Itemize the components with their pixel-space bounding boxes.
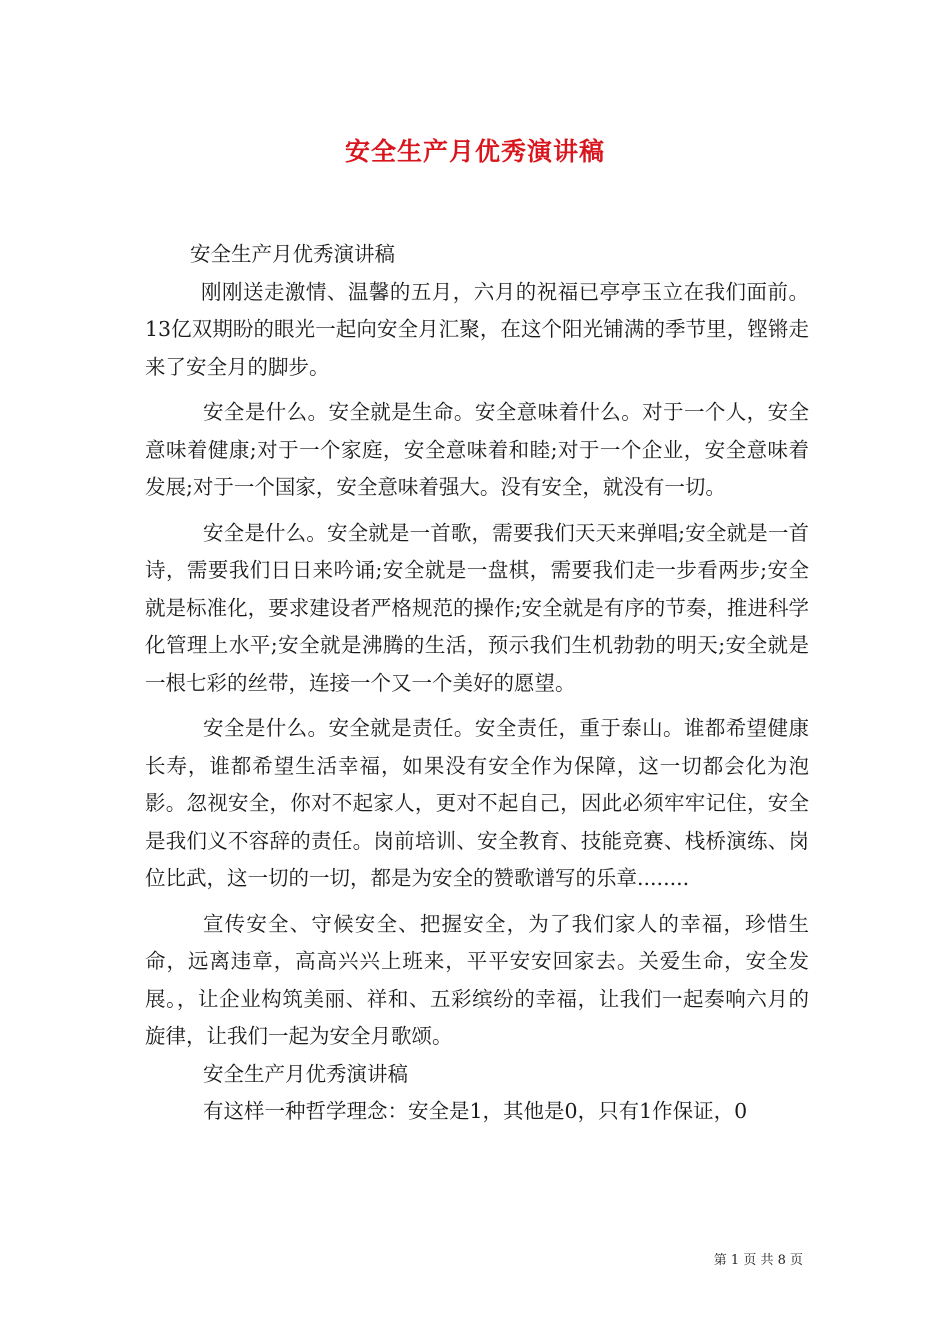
body-paragraph: 安全是什么。安全就是一首歌，需要我们天天来弹唱;安全就是一首诗，需要我们日日来吟诵;安全就是一盘棋，需要我们走一步看两步;安全就是标准化，要求建设者严格规范的操作;安全就是有序的节奏，推进科学化管理上水平;安全就是沸腾的生活，预示我们生机勃勃的明天;安全就是一根七彩的丝带，连接一个又一个美好的愿望。 — [145, 520, 809, 695]
document-body — [145, 236, 809, 1131]
body-paragraph: 安全是什么。安全就是生命。安全意味着什么。对于一个人，安全意味着健康;对于一个家庭，安全意味着和睦;对于一个企业，安全意味着发展;对于一个国家，安全意味着强大。没有安全，就没有一切。 — [145, 400, 809, 499]
section-heading: 安全生产月优秀演讲稿 — [203, 1061, 408, 1086]
document-title: 安全生产月优秀演讲稿 — [344, 137, 605, 166]
section-heading: 安全生产月优秀演讲稿 — [190, 242, 395, 266]
body-paragraph: 有这样一种哲学理念：安全是1，其他是0，只有1作保证，0 — [203, 1099, 748, 1123]
body-paragraph: 安全是什么。安全就是责任。安全责任，重于泰山。谁都希望健康长寿，谁都希望生活幸福，如果没有安全作为保障，这一切都会化为泡影。忽视安全，你对不起家人，更对不起自己，因此必须牢牢记住，安全是我们义不容辞的责任。岗前培训、安全教育、技能竞赛、栈桥演练、岗位比武，这一切的一切，都是为安全的赞歌谱写的乐章........ — [145, 716, 809, 890]
body-paragraph: 宣传安全、守候安全、把握安全，为了我们家人的幸福，珍惜生命，远离违章，高高兴兴上班来，平平安安回家去。关爱生命，安全发展。，让企业构筑美丽、祥和、五彩缤纷的幸福，让我们一起奏响六月的旋律，让我们一起为安全月歌颂。 — [145, 911, 809, 1048]
body-paragraph: 刚刚送走激情、温馨的五月，六月的祝福已亭亭玉立在我们面前。13亿双期盼的眼光一起向安全月汇聚，在这个阳光铺满的季节里，铿锵走来了安全月的脚步。 — [145, 279, 809, 379]
page-number: 第 1 页 共 8 页 — [713, 1253, 803, 1268]
